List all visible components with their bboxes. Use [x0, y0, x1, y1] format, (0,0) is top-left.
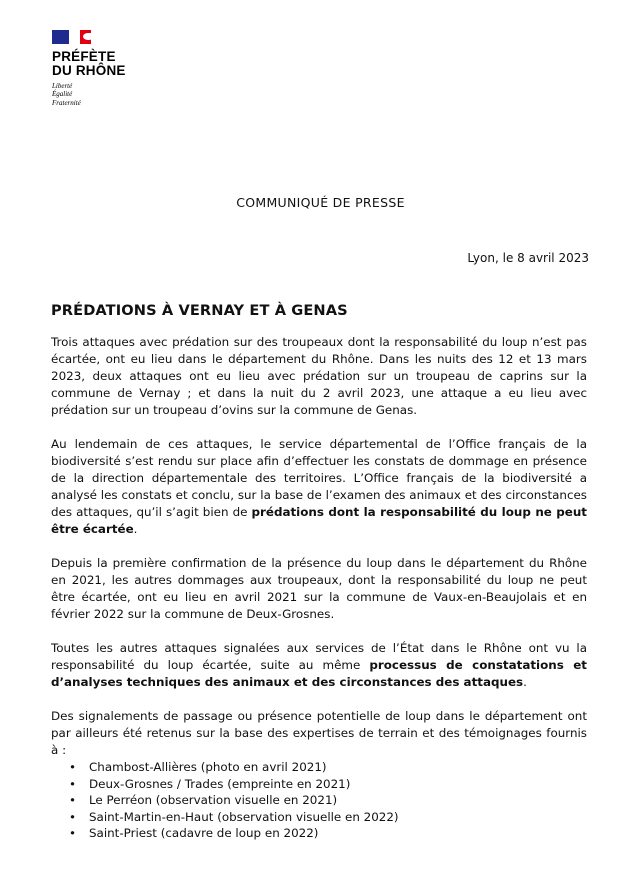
republic-motto [52, 82, 126, 107]
date-line: Lyon, le 8 avril 2023 [467, 251, 589, 265]
paragraph-4: Toutes les autres attaques signalées aux services de l’État dans le Rhône ont vu la responsabilité du loup écartée, suite au même processus de constatations et d’analyses techniques des animaux et des circonstances des attaques. [51, 641, 587, 689]
highlight-predation: prédations dont la responsabilité du loup ne peut être écartée [51, 505, 587, 536]
list-item: • Deux-Grosnes / Trades (empreinte en 2021) [69, 776, 587, 793]
motto-liberte: Liberté [52, 82, 73, 90]
document-body [51, 334, 587, 842]
motto-fraternite: Fraternité [52, 98, 81, 107]
paragraph-3: Depuis la première confirmation de la présence du loup dans le département du Rhône en 2021, les autres dommages aux troupeaux, dont la responsabilité du loup ne peut être écartée, ont eu lieu en avril 2021 sur la commune de Vaux-en-Beaujolais et en février 2022 sur la commune de Deux-Grosnes. [51, 556, 587, 621]
press-release-label: COMMUNIQUÉ DE PRESSE [236, 195, 405, 210]
sightings-list [51, 759, 587, 842]
motto-egalite: Égalité [52, 90, 73, 99]
highlight-process: processus de constatations et d’analyses techniques des animaux et des circonstances des attaques [51, 658, 587, 689]
prefecture-logo [52, 30, 126, 107]
list-item: • Le Perréon (observation visuelle en 2021) [69, 792, 587, 809]
list-item: • Saint-Martin-en-Haut (observation visuelle en 2022) [69, 809, 587, 826]
prefecture-name-line2: DU RHÔNE [52, 63, 126, 78]
paragraph-2: Au lendemain de ces attaques, le service départemental de l’Office français de la biodiversité s’est rendu sur place afin d’effectuer les constats de dommage en présence de la direction départementale des territoires. L’Office français de la biodiversité a analysé les constats et conclu, sur la base de l’examen des animaux et des circonstances des attaques, qu’il s’agit bien de prédations dont la responsabilité du loup ne peut être écartée. [51, 437, 587, 536]
french-flag-icon [52, 30, 91, 44]
paragraph-5: Des signalements de passage ou présence potentielle de loup dans le département ont par ailleurs été retenus sur la base des expertises de terrain et des témoignages fournis à : [51, 709, 587, 757]
page-title: PRÉDATIONS À VERNAY ET À GENAS [51, 302, 348, 319]
prefecture-name-line1: PRÉFÈTE [52, 49, 116, 64]
paragraph-1: Trois attaques avec prédation sur des troupeaux dont la responsabilité du loup n’est pas écartée, ont eu lieu dans le département du Rhône. Dans les nuits des 12 et 13 mars 2023, deux attaques ont eu lieu avec prédation sur un troupeau de caprins sur la commune de Vernay ; et dans la nuit du 2 avril 2023, une attaque a eu lieu avec prédation sur un troupeau d’ovins sur la commune de Genas. [51, 335, 587, 417]
list-item: • Saint-Priest (cadavre de loup en 2022) [69, 825, 587, 842]
prefecture-name [52, 50, 126, 78]
list-item: • Chambost-Allières (photo en avril 2021) [69, 759, 587, 776]
